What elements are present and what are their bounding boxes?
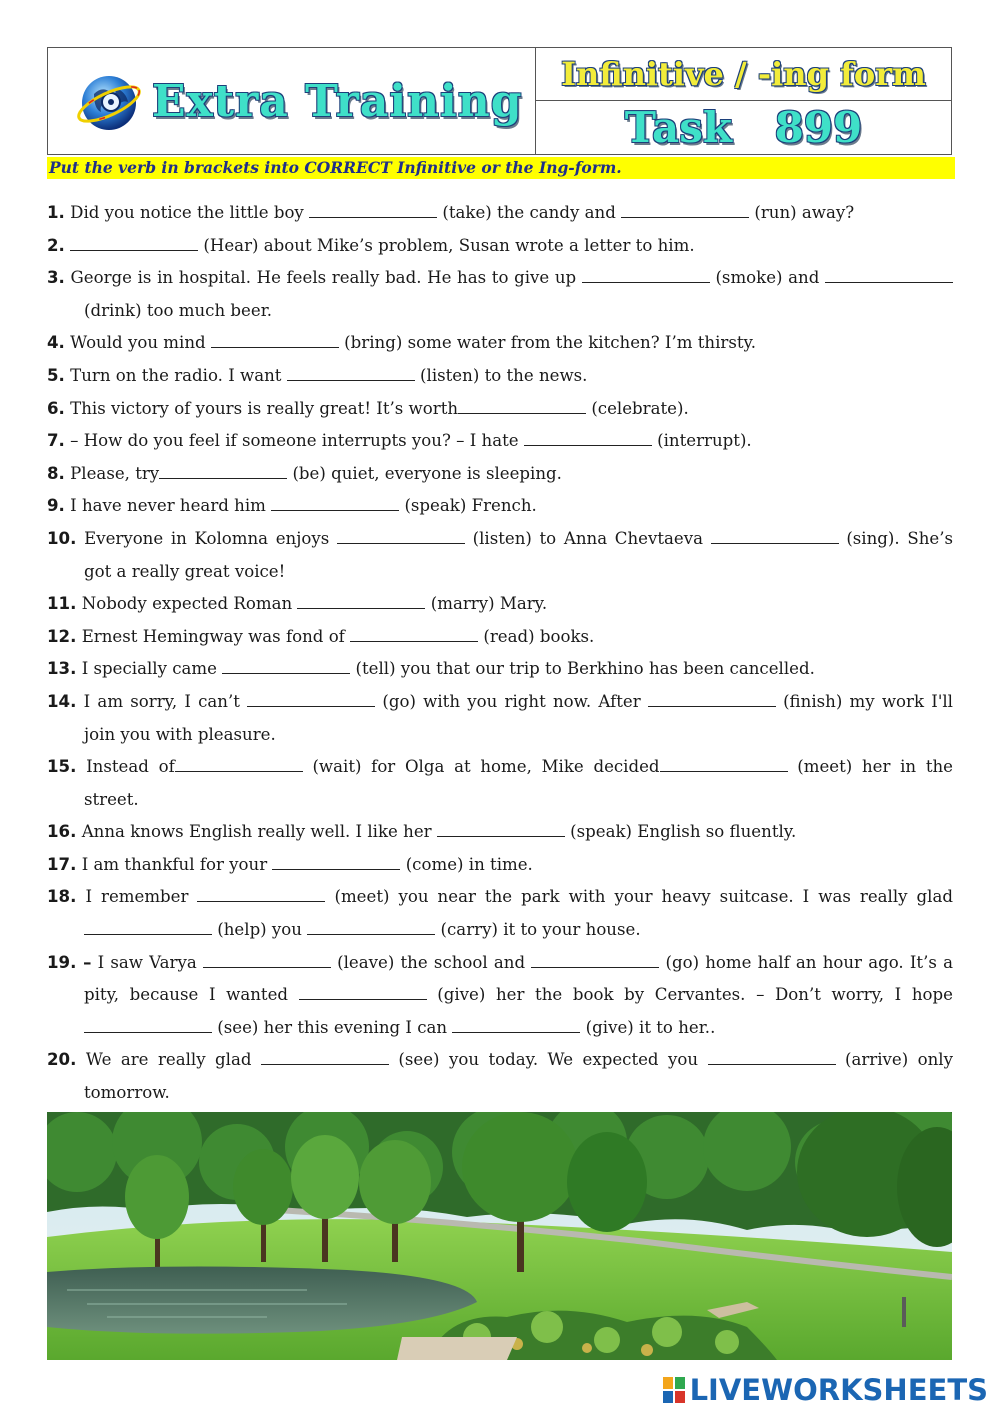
- answer-blank[interactable]: [309, 203, 437, 218]
- answer-blank[interactable]: [307, 920, 435, 935]
- answer-blank[interactable]: [70, 236, 198, 251]
- exercise-text: I have never heard him: [70, 496, 272, 516]
- exercise-text: (run) away?: [749, 203, 855, 222]
- exercise-text: Please, try: [70, 463, 160, 483]
- exercise-item: [47, 686, 953, 751]
- exercise-text: (come) in time.: [400, 854, 533, 874]
- exercise-text: Did you notice the little boy: [70, 203, 310, 222]
- exercise-text: Everyone in Kolomna enjoys: [84, 528, 337, 548]
- answer-blank[interactable]: [287, 366, 415, 381]
- task-number: Task 899: [624, 103, 863, 152]
- exercise-text: (give) her the book by Cervantes. – Don’t worry, I hope: [426, 985, 953, 1005]
- exercise-item: [47, 458, 953, 491]
- exercise-text: Ernest Hemingway was fond of: [81, 626, 351, 646]
- exercise-text: This victory of yours is really great! It’s worth: [70, 398, 459, 418]
- answer-blank[interactable]: [825, 268, 953, 283]
- exercise-number: 3.: [47, 268, 65, 288]
- exercise-text: Nobody expected Roman: [81, 594, 298, 614]
- answer-blank[interactable]: [261, 1050, 389, 1065]
- answer-blank[interactable]: [660, 757, 788, 772]
- exercise-item: [47, 490, 953, 523]
- exercise-text: (arrive) only tomorrow.: [84, 1050, 953, 1103]
- exercise-number: 19. –: [47, 952, 92, 972]
- exercise-text: (carry) it to your house.: [435, 920, 641, 940]
- exercise-text: (go) home half an hour ago. It’s a pity, because I wanted: [84, 952, 953, 1005]
- exercise-item: [47, 360, 953, 393]
- exercise-text: (leave) the school and: [330, 952, 532, 972]
- park-landscape-illustration: [47, 1112, 952, 1360]
- exercise-number: 15.: [47, 757, 77, 777]
- exercise-text: I saw Varya: [97, 952, 203, 972]
- answer-blank[interactable]: [271, 496, 399, 511]
- exercise-text: (finish) my work I'll join you with pleasure.: [84, 691, 953, 744]
- answer-blank[interactable]: [582, 268, 710, 283]
- answer-blank[interactable]: [648, 692, 776, 707]
- exercise-item: [47, 588, 953, 621]
- exercise-text: (interrupt).: [651, 431, 752, 451]
- exercise-item: [47, 849, 953, 882]
- exercise-item: [47, 327, 953, 360]
- exercise-number: 18.: [47, 887, 77, 907]
- brand-title: Extra Training: [152, 75, 523, 127]
- exercise-number: 4.: [47, 333, 65, 353]
- exercise-text: (speak) English so fluently.: [564, 822, 797, 842]
- exercise-text: I am thankful for your: [81, 854, 273, 874]
- exercise-number: 17.: [47, 854, 77, 874]
- topic-title: Infinitive / -ing form: [536, 48, 951, 101]
- exercise-number: 10.: [47, 528, 77, 548]
- exercise-number: 20.: [47, 1050, 77, 1070]
- exercise-text: (meet) her in the street.: [84, 757, 953, 809]
- worksheet-header: [47, 47, 952, 155]
- answer-blank[interactable]: [708, 1050, 836, 1065]
- answer-blank[interactable]: [452, 1018, 580, 1033]
- exercise-item: [47, 751, 953, 816]
- exercise-text: (meet) you near the park with your heavy suitcase. I was really glad: [325, 887, 953, 907]
- exercise-text: (go) with you right now. After: [375, 691, 648, 711]
- exercise-text: Turn on the radio. I want: [70, 365, 287, 385]
- exercise-text: (tell) you that our trip to Berkhino has been cancelled.: [350, 659, 815, 679]
- exercise-text: I am sorry, I can’t: [83, 691, 248, 711]
- answer-blank[interactable]: [197, 887, 325, 902]
- answer-blank[interactable]: [159, 464, 287, 479]
- exercise-text: (be) quiet, everyone is sleeping.: [287, 463, 562, 483]
- answer-blank[interactable]: [299, 985, 427, 1000]
- exercise-item: [47, 262, 953, 327]
- exercise-text: (celebrate).: [586, 398, 689, 418]
- exercise-number: 7.: [47, 431, 65, 451]
- liveworksheets-brand: LIVEWORKSHEETS: [689, 1373, 988, 1407]
- exercise-item: [47, 523, 953, 588]
- exercise-text: (speak) French.: [399, 496, 537, 516]
- header-title-cell: [536, 48, 951, 154]
- exercise-item: [47, 621, 953, 654]
- answer-blank[interactable]: [272, 855, 400, 870]
- exercise-item: [47, 393, 953, 426]
- answer-blank[interactable]: [458, 399, 586, 414]
- exercise-item: [47, 653, 953, 686]
- exercise-list: [47, 197, 953, 1110]
- header-brand-cell: [48, 48, 536, 154]
- exercise-item: [47, 230, 953, 263]
- exercise-text: (see) her this evening I can: [212, 1017, 453, 1037]
- exercise-item: [47, 816, 953, 849]
- exercise-number: 6.: [47, 398, 65, 418]
- answer-blank[interactable]: [222, 659, 350, 674]
- answer-blank[interactable]: [84, 1018, 212, 1033]
- exercise-item: [47, 881, 953, 946]
- answer-blank[interactable]: [84, 920, 212, 935]
- exercise-text: – How do you feel if someone interrupts you? – I hate: [70, 431, 524, 451]
- exercise-text: (bring) some water from the kitchen? I’m thirsty.: [338, 333, 756, 353]
- answer-blank[interactable]: [437, 822, 565, 837]
- exercise-text: (take) the candy and: [437, 203, 622, 222]
- exercise-text: (listen) to Anna Chevtaeva: [464, 528, 711, 548]
- answer-blank[interactable]: [203, 953, 331, 968]
- exercise-number: 9.: [47, 496, 65, 516]
- answer-blank[interactable]: [350, 627, 478, 642]
- exercise-text: (drink) too much beer.: [84, 300, 273, 320]
- answer-blank[interactable]: [247, 692, 375, 707]
- exercise-text: (smoke) and: [709, 268, 826, 288]
- exercise-number: 14.: [47, 691, 77, 711]
- exercise-text: (help) you: [212, 920, 308, 940]
- exercise-text: (listen) to the news.: [414, 365, 588, 385]
- answer-blank[interactable]: [337, 529, 465, 544]
- exercise-number: 16.: [47, 822, 77, 842]
- exercise-text: I remember: [85, 887, 198, 907]
- globe-icon: [74, 66, 144, 136]
- answer-blank[interactable]: [175, 757, 303, 772]
- answer-blank[interactable]: [531, 953, 659, 968]
- exercise-number: 11.: [47, 594, 77, 614]
- exercise-text: (read) books.: [478, 626, 595, 646]
- liveworksheets-logo-icon: [662, 1376, 686, 1404]
- answer-blank[interactable]: [524, 431, 652, 446]
- exercise-number: 1.: [47, 203, 65, 222]
- exercise-number: 13.: [47, 659, 77, 679]
- exercise-item: [47, 425, 953, 458]
- exercise-text: (marry) Mary.: [425, 594, 548, 614]
- answer-blank[interactable]: [621, 203, 749, 218]
- answer-blank[interactable]: [297, 594, 425, 609]
- exercise-text: We are really glad: [85, 1050, 261, 1070]
- instruction-banner: Put the verb in brackets into CORRECT Infinitive or the Ing-form.: [47, 157, 955, 179]
- exercise-text: Anna knows English really well. I like her: [81, 822, 437, 842]
- answer-blank[interactable]: [211, 333, 339, 348]
- exercise-text: (give) it to her..: [580, 1017, 716, 1037]
- exercise-text: (see) you today. We expected you: [388, 1050, 708, 1070]
- exercise-text: I specially came: [81, 659, 223, 679]
- exercise-text: (sing). She’s got a really great voice!: [84, 528, 954, 581]
- liveworksheets-footer: [662, 1372, 988, 1408]
- exercise-item: [47, 947, 953, 1045]
- exercise-text: (Hear) about Mike’s problem, Susan wrote a letter to him.: [198, 235, 695, 255]
- exercise-text: George is in hospital. He feels really bad. He has to give up: [70, 268, 582, 288]
- exercise-number: 12.: [47, 626, 77, 646]
- exercise-text: Would you mind: [70, 333, 211, 353]
- exercise-number: 2.: [47, 235, 65, 255]
- park-landscape-image: [47, 1112, 952, 1360]
- exercise-item: [47, 1044, 953, 1109]
- exercise-item: [47, 197, 953, 230]
- exercise-number: 5.: [47, 365, 65, 385]
- exercise-text: (wait) for Olga at home, Mike decided: [302, 757, 660, 777]
- exercise-number: 8.: [47, 463, 65, 483]
- answer-blank[interactable]: [711, 529, 839, 544]
- exercise-text: Instead of: [86, 757, 175, 777]
